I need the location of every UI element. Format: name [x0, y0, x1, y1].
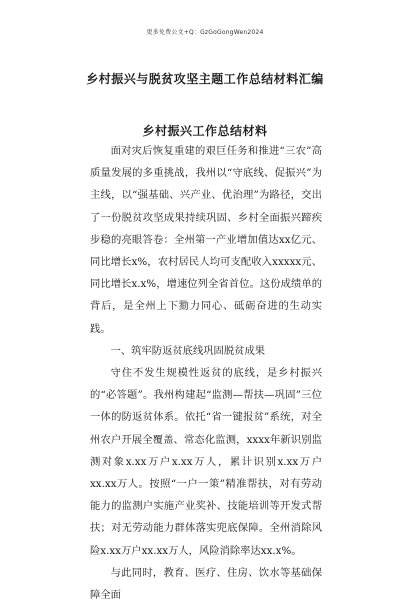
document-body [90, 140, 322, 606]
section-title: 乡村振兴工作总结材料 [142, 124, 268, 138]
paragraph-basic-guarantees: 与此同时，教育、医疗、住房、饮水等基础保障全面 [90, 566, 322, 602]
section-heading: 一、筑牢防返贫底线巩固脱贫成果 [110, 344, 266, 357]
document-title: 乡村振兴与脱贫攻坚主题工作总结材料汇编 [86, 72, 324, 86]
paragraph-poverty-prevention: 守住不发生规模性返贫的底线，是乡村振兴的“必答题”。我州构建起“监测—帮扶—巩固”三位一体的防返贫体系。依托“省一键报贫”系统，对全州农户开展全覆盖、常态化监测，xxxx年新识别监测对象x.xx万户x.xx万人，累计识别x.xx万户xx.xx万人。按照“一户一策”精准帮扶，对有劳动能力的监测户实施产业奖补、技能培训等开发式帮扶；对无劳动能力群体落实兜底保障。全州消除风险x.xx万户xx.xx万人，风险消除率达xx.x%。 [90, 367, 322, 557]
paragraph-intro: 面对灾后恢复重建的艰巨任务和推进“三农”高质量发展的多重挑战，我州以“守底线、促振兴”为主线，以“强基础、兴产业、优治理”为路径，交出了一份脱贫攻坚成果持续巩固、乡村全面振兴蹄疾步稳的亮眼答卷：全州第一产业增加值达xx亿元、同比增长x%，农村居民人均可支配收入xxxxx元、同比增长x.x%，增速位列全省首位。这份成绩单的背后，是全州上下勠力同心、砥砺奋进的生动实践。 [90, 145, 322, 335]
header-note: 更多免费公文+Q：GzGoGongWen2024 [146, 29, 264, 36]
